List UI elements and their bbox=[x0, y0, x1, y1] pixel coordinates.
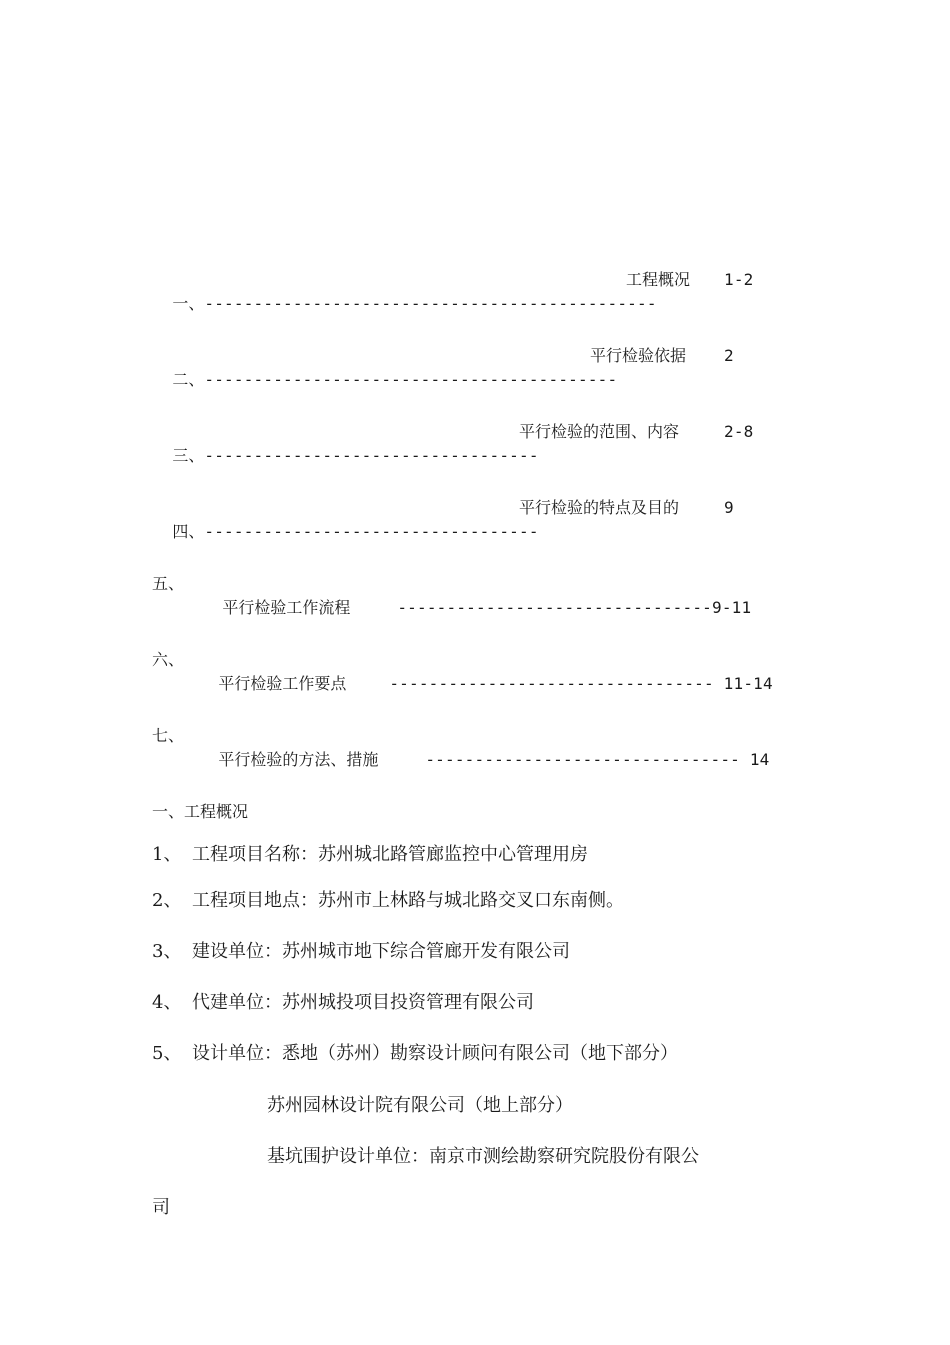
toc-entry-4[interactable] bbox=[152, 496, 539, 568]
toc-page: 9-11 bbox=[712, 598, 752, 617]
toc-title: 平行检验的方法、措施 bbox=[218, 750, 379, 769]
toc-leader-row bbox=[386, 724, 770, 796]
toc-prefix: 四、 bbox=[172, 522, 205, 541]
list-item-text: 建设单位：苏州城市地下综合管廊开发有限公司 bbox=[192, 941, 570, 962]
section-heading: 一、工程概况 bbox=[152, 802, 249, 821]
list-item-number: 4、 bbox=[152, 992, 182, 1013]
toc-entry-6[interactable] bbox=[198, 648, 346, 720]
toc-title[interactable]: 工程概况 bbox=[626, 270, 691, 289]
toc-page: 2 bbox=[724, 346, 734, 365]
toc-page: 2-8 bbox=[724, 422, 754, 441]
toc-leader: ---------------------------------- bbox=[204, 522, 539, 541]
toc-title[interactable]: 平行检验的特点及目的 bbox=[519, 498, 680, 517]
toc-prefix: 七、 bbox=[152, 726, 185, 745]
list-item-number: 1、 bbox=[152, 844, 182, 865]
toc-page: 14 bbox=[749, 750, 770, 769]
list-item-text: 设计单位：悉地（苏州）勘察设计顾问有限公司（地下部分） bbox=[192, 1043, 678, 1064]
toc-leader: ---------------------------------------------- bbox=[204, 294, 657, 313]
toc-title[interactable]: 平行检验的范围、内容 bbox=[519, 422, 680, 441]
toc-prefix: 三、 bbox=[172, 446, 205, 465]
toc-leader: ------------------------------------------ bbox=[204, 370, 618, 389]
toc-leader: -------------------------------- bbox=[397, 598, 712, 617]
toc-prefix: 一、 bbox=[172, 294, 205, 313]
list-item-continuation: 司 bbox=[152, 1197, 170, 1218]
toc-entry-3[interactable] bbox=[152, 420, 539, 492]
list-item-text: 工程项目名称：苏州城北路管廊监控中心管理用房 bbox=[192, 844, 588, 865]
toc-page: 9 bbox=[724, 498, 734, 517]
list-item-text: 工程项目地点：苏州市上林路与城北路交叉口东南侧。 bbox=[192, 890, 624, 911]
list-item-number: 2、 bbox=[152, 890, 182, 911]
toc-leader: --------------------------------- bbox=[389, 674, 714, 693]
toc-page: 1-2 bbox=[724, 270, 754, 289]
toc-leader: ---------------------------------- bbox=[204, 446, 539, 465]
toc-entry-2[interactable] bbox=[152, 344, 617, 416]
toc-title: 平行检验工作流程 bbox=[222, 598, 351, 617]
toc-leader-row bbox=[350, 648, 773, 720]
toc-prefix: 五、 bbox=[152, 574, 185, 593]
toc-page: 11-14 bbox=[723, 674, 773, 693]
toc-entry-7[interactable] bbox=[198, 724, 378, 796]
list-item-continuation: 苏州园林设计院有限公司（地上部分） bbox=[267, 1095, 573, 1116]
toc-title: 平行检验工作要点 bbox=[218, 674, 347, 693]
toc-entry-5[interactable] bbox=[202, 572, 350, 644]
toc-prefix: 六、 bbox=[152, 650, 185, 669]
list-item-number: 5、 bbox=[152, 1043, 182, 1064]
toc-entry-1[interactable] bbox=[152, 268, 657, 340]
toc-leader-row bbox=[358, 572, 751, 644]
list-item-continuation: 基坑围护设计单位：南京市测绘勘察研究院股份有限公 bbox=[267, 1146, 699, 1167]
list-item-number: 3、 bbox=[152, 941, 182, 962]
toc-leader: -------------------------------- bbox=[425, 750, 740, 769]
list-item-text: 代建单位：苏州城投项目投资管理有限公司 bbox=[192, 992, 534, 1013]
toc-title[interactable]: 平行检验依据 bbox=[590, 346, 687, 365]
toc-prefix: 二、 bbox=[172, 370, 205, 389]
